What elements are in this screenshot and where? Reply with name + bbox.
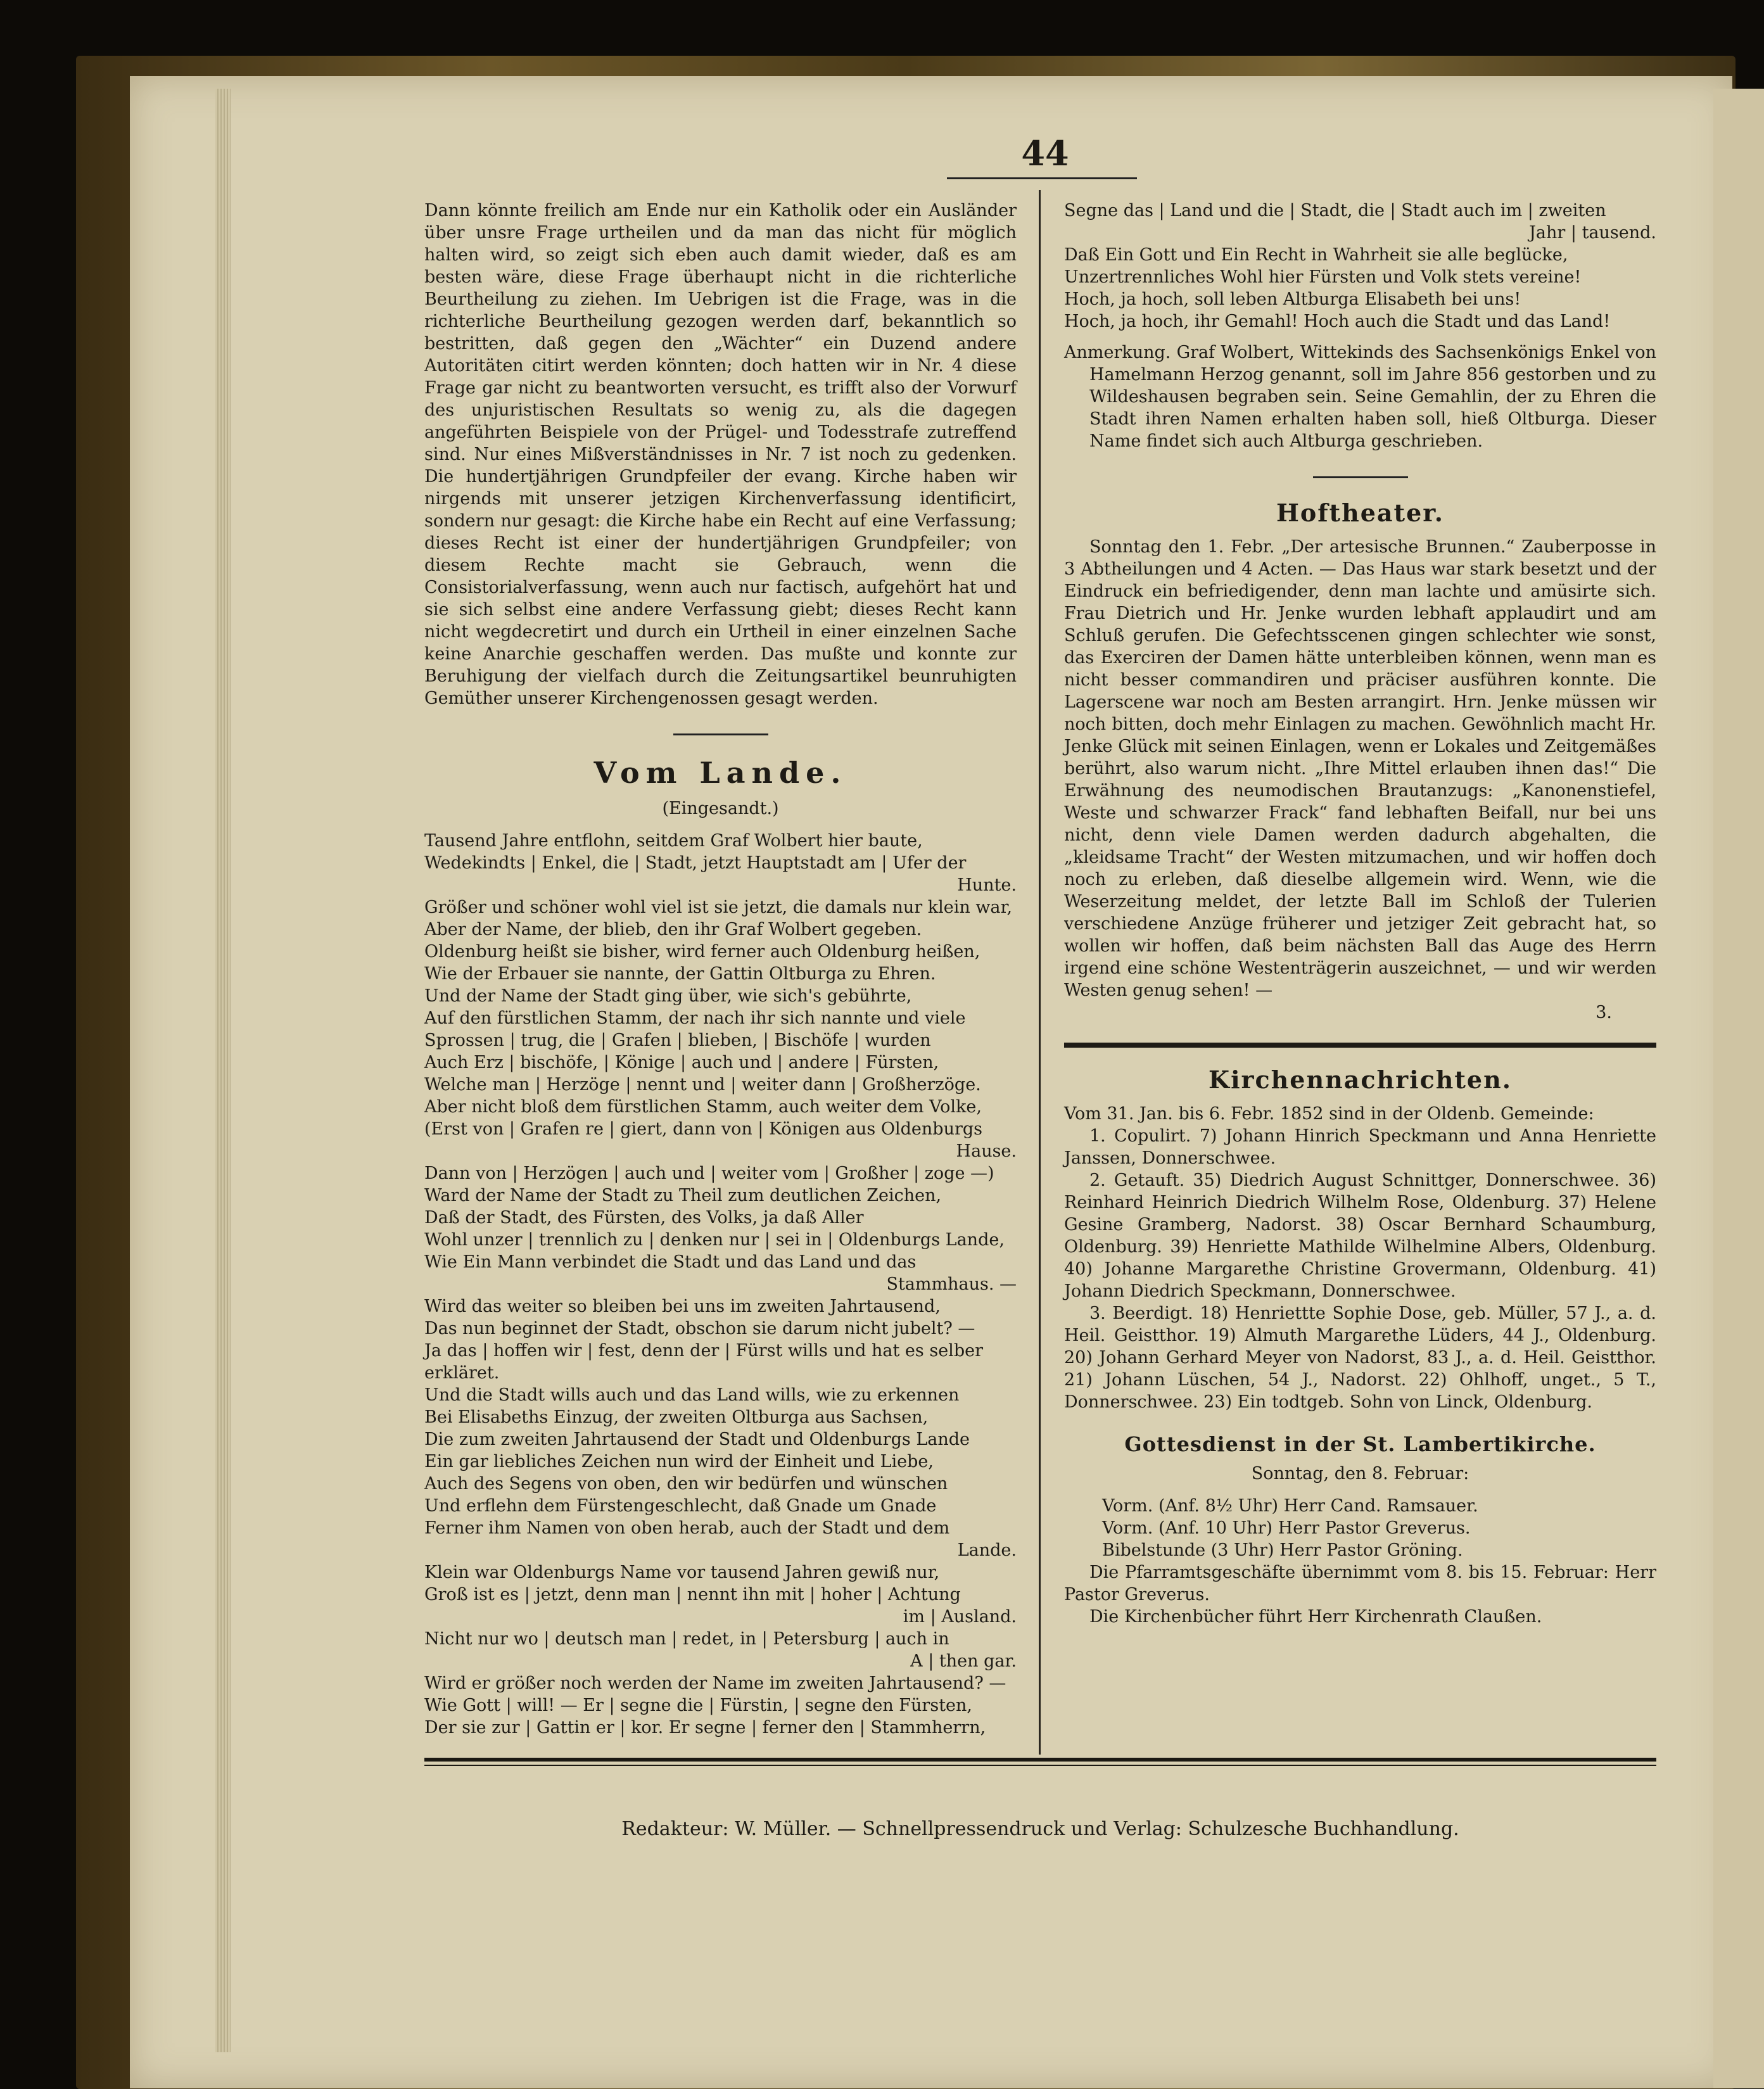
poem-line bbox=[424, 985, 1017, 1007]
poem-line bbox=[424, 1628, 1017, 1672]
poem-line-text: Wird er größer noch werden der Name im zweiten Jahrtausend? — bbox=[424, 1673, 1006, 1693]
poem-line-continuation: Hunte. bbox=[957, 875, 1017, 895]
next-page-edge bbox=[1713, 89, 1764, 2088]
poem-line bbox=[424, 1295, 1017, 1318]
poem-line-text: Auch des Segens von oben, den wir bedürfen und wünschen bbox=[424, 1474, 948, 1494]
poem-line bbox=[1064, 266, 1656, 288]
service-date: Sonntag, den 8. Februar: bbox=[1251, 1464, 1469, 1483]
poem-line-continuation: Jahr | tausend. bbox=[1529, 223, 1656, 243]
poem-line-text: Welche man | Herzöge | nennt und | weiter dann | Großherzöge. bbox=[424, 1075, 981, 1095]
service-line: Vorm. (Anf. 8½ Uhr) Herr Cand. Ramsauer. bbox=[1102, 1496, 1478, 1516]
poem-line bbox=[424, 852, 1017, 896]
poem-line bbox=[424, 1406, 1017, 1428]
poem-line bbox=[424, 1207, 1017, 1229]
poem-line bbox=[424, 1007, 1017, 1029]
poem-line-text: Und die Stadt wills auch und das Land wills, wie zu erkennen bbox=[424, 1385, 960, 1405]
poem-line-text: Wird das weiter so bleiben bei uns im zweiten Jahrtausend, bbox=[424, 1297, 941, 1316]
poem-line bbox=[424, 1118, 1017, 1162]
poem-continuation bbox=[1064, 200, 1656, 333]
church-item-getauft: 2. Getauft. 35) Diedrich August Schnittger, Donnerschwee. 36) Reinhard Heinrich Diedrich Wilhelm Rose, Oldenburg. 37) Helene Gesine Gramberg, Nadorst. 38) Oscar Bernhard Schaumburg, Oldenburg. 39) Henriette Mathilde Wilhelmine Albers, Oldenburg. 40) Johanne Margarethe Christine Grovermann, Oldenburg. 41) Johann Diedrich Speckmann, Donnerschwee. bbox=[1064, 1171, 1656, 1301]
poem-line-text: Wie Ein Mann verbindet die Stadt und das Land und das bbox=[424, 1252, 917, 1272]
poem-line-text: Nicht nur wo | deutsch man | redet, in | Petersburg | auch in bbox=[424, 1629, 949, 1649]
section-title-hoftheater: Hoftheater. bbox=[1276, 498, 1445, 527]
poem-line-text: Groß ist es | jetzt, denn man | nennt ihn mit | hoher | Achtung bbox=[424, 1585, 961, 1604]
imprint-footer: Redakteur: W. Müller. — Schnellpressendruck und Verlag: Schulzesche Buchhandlung. bbox=[621, 1818, 1459, 1840]
poem-line-text: Der sie zur | Gattin er | kor. Er segne | ferner den | Stammherrn, bbox=[424, 1718, 986, 1737]
poem-line-continuation: Lande. bbox=[957, 1540, 1017, 1560]
section-title-vom-lande: Vom Lande. bbox=[593, 756, 847, 790]
service-note: Die Pfarramtsgeschäfte übernimmt vom 8. bis 15. Februar: Herr Pastor Greverus. bbox=[1064, 1563, 1656, 1604]
poem-line-text: Ja das | hoffen wir | fest, denn der | Fürst wills und hat es selber erkläret. bbox=[424, 1341, 983, 1383]
poem-line-text: Das nun beginnet der Stadt, obschon sie darum nicht jubelt? — bbox=[424, 1319, 975, 1338]
poem-line-text: Segne das | Land und die | Stadt, die | Stadt auch im | zweiten bbox=[1064, 201, 1606, 220]
intro-paragraph: Dann könnte freilich am Ende nur ein Katholik oder ein Ausländer über unsre Frage urtheilen und da man das nicht für möglich halten wird, so zeigt sich eben auch damit wieder, daß es am besten wäre, diese Frage überhaupt nicht in die richterliche Beurtheilung zu ziehen. Im Uebrigen ist die Frage, was in die richterliche Beurtheilung gezogen werden darf, bekanntlich so bestritten, daß gegen den „Wächter“ ein Duzend andere Autoritäten citirt werden könnten; doch hatten wir in Nr. 4 diese Frage gar nicht zu beantworten versucht, es trifft also der Vorwurf des unjuristischen Resultats so wenig zu, als die dagegen angeführten Beispiele von der Prügel- und Todesstrafe zutreffend sind. Nur eines Mißverständnisses in Nr. 7 ist noch zu gedenken. Die hundertjährigen Grundpfeiler der evang. Kirche haben wir nirgends mit unserer jetzigen Kirchenverfassung identificirt, sondern nur gesagt: die Kirche habe ein Recht auf eine Verfassung; dieses Recht ist einer der hundertjährigen Grundpfeiler; von diesem Rechte macht sie Gebrauch, wenn die Consistorialverfassung, wenn auch nur factisch, aufgehört hat und sie sich selbst eine andere Verfassung giebt; dieses Recht kann nicht wegdecretirt und durch ein Urtheil in einer einzelnen Sache keine Anarchie geschaffen werden. Das mußte und konnte zur Beruhigung der vielfach durch die Zeitungsartikel beunruhigten Gemüther unserer Kirchengenossen gesagt werden. bbox=[424, 201, 1017, 708]
poem-line-text: Klein war Oldenburgs Name vor tausend Jahren gewiß nur, bbox=[424, 1563, 940, 1582]
poem-line-text: Sprossen | trug, die | Grafen | blieben, | Bischöfe | wurden bbox=[424, 1031, 931, 1050]
section-rule-thick bbox=[1064, 1043, 1656, 1048]
bottom-rule-thick bbox=[424, 1758, 1656, 1762]
poem-line bbox=[424, 1561, 1017, 1584]
poem-line-text: Ward der Name der Stadt zu Theil zum deutlichen Zeichen, bbox=[424, 1186, 942, 1205]
column-divider bbox=[1039, 190, 1041, 1755]
poem-line-continuation: A | then gar. bbox=[910, 1651, 1017, 1671]
poem-line bbox=[424, 1473, 1017, 1495]
poem-line-text: Bei Elisabeths Einzug, der zweiten Oltburga aus Sachsen, bbox=[424, 1407, 929, 1427]
poem-line-text: Aber nicht bloß dem fürstlichen Stamm, auch weiter dem Volke, bbox=[424, 1097, 982, 1117]
left-column bbox=[424, 200, 1017, 1739]
bottom-rule-thin bbox=[424, 1765, 1656, 1766]
poem-line-text: Die zum zweiten Jahrtausend der Stadt und Oldenburgs Lande bbox=[424, 1430, 970, 1449]
poem-line-text: Oldenburg heißt sie bisher, wird ferner auch Oldenburg heißen, bbox=[424, 942, 980, 962]
poem-line bbox=[424, 830, 1017, 852]
section-subtitle: (Eingesandt.) bbox=[662, 799, 779, 818]
poem-line-text: Hoch, ja hoch, soll leben Altburga Elisabeth bei uns! bbox=[1064, 289, 1521, 309]
right-column bbox=[1064, 200, 1656, 1628]
poem-line bbox=[424, 1517, 1017, 1561]
poem-line bbox=[424, 1096, 1017, 1118]
theater-signoff: 3. bbox=[1596, 1003, 1612, 1022]
section-title-kirchennachrichten: Kirchennachrichten. bbox=[1209, 1065, 1512, 1094]
poem-line-text: Ein gar liebliches Zeichen nun wird der Einheit und Liebe, bbox=[424, 1452, 934, 1471]
church-item-copulirt: 1. Copulirt. 7) Johann Hinrich Speckmann und Anna Henriette Janssen, Donnerschwee. bbox=[1064, 1126, 1656, 1168]
poem-line bbox=[424, 1584, 1017, 1628]
poem-line bbox=[424, 1451, 1017, 1473]
poem-line-text: Wohl unzer | trennlich zu | denken nur | sei in | Oldenburgs Lande, bbox=[424, 1230, 1005, 1250]
poem-line bbox=[424, 1340, 1017, 1384]
poem-line-text: Wie der Erbauer sie nannte, der Gattin Oltburga zu Ehren. bbox=[424, 964, 936, 984]
poem-line-text: Ferner ihm Namen von oben herab, auch der Stadt und dem bbox=[424, 1518, 950, 1538]
poem-line bbox=[424, 1184, 1017, 1207]
service-line: Vorm. (Anf. 10 Uhr) Herr Pastor Greverus. bbox=[1102, 1518, 1471, 1538]
poem-line bbox=[424, 963, 1017, 985]
poem-line bbox=[424, 1318, 1017, 1340]
poem-line-text: Dann von | Herzögen | auch und | weiter vom | Großher | zoge —) bbox=[424, 1164, 994, 1183]
poem-line-text: Daß der Stadt, des Fürsten, des Volks, ja daß Aller bbox=[424, 1208, 864, 1228]
page-number: 44 bbox=[1021, 133, 1069, 174]
poem-line bbox=[424, 1029, 1017, 1051]
header-rule bbox=[947, 177, 1137, 179]
annotation-note: Anmerkung. Graf Wolbert, Wittekinds des Sachsenkönigs Enkel von Hamelmann Herzog genannt, soll im Jahre 856 gestorben und zu Wildeshausen begraben sein. Seine Gemahlin, der zu Ehren die Stadt ihren Namen erhalten haben soll, hieß Oltburga. Dieser Name findet sich auch Altburga geschrieben. bbox=[1064, 343, 1656, 451]
poem-line bbox=[424, 1074, 1017, 1096]
poem-line bbox=[424, 1384, 1017, 1406]
poem-line-text: (Erst von | Grafen re | giert, dann von | Königen aus Oldenburgs bbox=[424, 1119, 983, 1139]
poem-line-text: Unzertrennliches Wohl hier Fürsten und Volk stets vereine! bbox=[1064, 267, 1582, 287]
page-stack-edge bbox=[215, 89, 231, 2052]
poem-line bbox=[1064, 288, 1656, 310]
poem-line bbox=[424, 1251, 1017, 1295]
poem-line bbox=[1064, 310, 1656, 333]
poem-line-text: Aber der Name, der blieb, den ihr Graf Wolbert gegeben. bbox=[424, 920, 922, 939]
poem-line-text: Daß Ein Gott und Ein Recht in Wahrheit sie alle beglücke, bbox=[1064, 245, 1568, 265]
poem bbox=[424, 830, 1017, 1739]
poem-line-text: Und erflehn dem Fürstengeschlecht, daß Gnade um Gnade bbox=[424, 1496, 937, 1516]
service-note: Die Kirchenbücher führt Herr Kirchenrath Claußen. bbox=[1089, 1607, 1542, 1627]
poem-line bbox=[424, 1428, 1017, 1451]
poem-line-text: Wedekindts | Enkel, die | Stadt, jetzt Hauptstadt am | Ufer der bbox=[424, 853, 967, 873]
poem-line bbox=[424, 1229, 1017, 1251]
poem-line bbox=[424, 1495, 1017, 1517]
poem-line-text: Wie Gott | will! — Er | segne die | Fürstin, | segne den Fürsten, bbox=[424, 1696, 972, 1715]
poem-line-text: Auch Erz | bischöfe, | Könige | auch und | andere | Fürsten, bbox=[424, 1053, 939, 1072]
poem-line bbox=[424, 918, 1017, 941]
poem-line bbox=[424, 1672, 1017, 1694]
poem-line-continuation: im | Ausland. bbox=[903, 1607, 1017, 1627]
poem-line bbox=[424, 1051, 1017, 1074]
poem-line-text: Tausend Jahre entflohn, seitdem Graf Wolbert hier baute, bbox=[424, 831, 923, 851]
church-item-beerdigt: 3. Beerdigt. 18) Henriettte Sophie Dose, geb. Müller, 57 J., a. d. Heil. Geistthor. 19) Almuth Margarethe Lüders, 44 J., Oldenburg. 20) Johann Gerhard Meyer von Nadorst, 83 J., a. d. Heil. Geistthor. 21) Johann Lüschen, 54 J., Nadorst. 22) Ohlhoff, unget., 5 T., Donnerschwee. 23) Ein todtgeb. Sohn von Linck, Oldenburg. bbox=[1064, 1304, 1656, 1412]
theater-review: Sonntag den 1. Febr. „Der artesische Brunnen.“ Zauberposse in 3 Abtheilungen und 4 Acten. — Das Haus war stark besetzt und der Eindruck ein befriedigender, denn man lachte und amüsirte sich. Frau Dietrich und Hr. Jenke wurden lebhaft applaudirt und am Schluß gerufen. Die Gefechtsscenen gingen schlechter wie sonst, das Exerciren der Damen hätte unterbleiben können, wenn man es nicht besser commandiren und präciser ausführen konnte. Die Lagerscene war noch am Besten arrangirt. Hrn. Jenke müssen wir noch bitten, doch mehr Einlagen zu machen. Gewöhnlich macht Hr. Jenke Glück mit seinen Einlagen, wenn er Lokales und Zeitgemäßes berührt, also warum nicht. „Ihre Mittel erlauben ihnen das!“ Die Erwähnung des neumodischen Brautanzugs: „Kanonenstiefel, Weste und schwarzer Frack“ fand lebhaften Beifall, nur bei uns nicht, denn viele Damen werden dadurch abgehalten, die „kleidsame Tracht“ der Westen mitzumachen, und wir hoffen doch noch zu erleben, daß dieselbe allgemein wird. Wenn, wie die Weserzeitung meldet, der letzte Ball im Schloß der Tulerien verschiedene Anzüge früherer und jetziger Zeit gebracht hat, so wollen wir hoffen, daß beim nächsten Ball das Auge des Herrn irgend eine schöne Westenträgerin auszeichnet, — und wir werden Westen genug sehen! — bbox=[1064, 537, 1656, 1000]
church-intro: Vom 31. Jan. bis 6. Febr. 1852 sind in der Oldenb. Gemeinde: bbox=[1064, 1104, 1594, 1124]
poem-line-continuation: Hause. bbox=[956, 1141, 1017, 1161]
poem-line bbox=[424, 896, 1017, 918]
poem-line-continuation: Stammhaus. — bbox=[886, 1274, 1017, 1294]
poem-line bbox=[1064, 200, 1656, 244]
section-divider bbox=[1313, 476, 1408, 478]
section-divider bbox=[673, 733, 768, 735]
poem-line bbox=[424, 1162, 1017, 1184]
poem-line bbox=[424, 1717, 1017, 1739]
poem-line bbox=[1064, 244, 1656, 266]
poem-line-text: Größer und schöner wohl viel ist sie jetzt, die damals nur klein war, bbox=[424, 898, 1013, 917]
poem-line-text: Auf den fürstlichen Stamm, der nach ihr sich nannte und viele bbox=[424, 1008, 966, 1028]
poem-line bbox=[424, 941, 1017, 963]
section-title-gottesdienst: Gottesdienst in der St. Lambertikirche. bbox=[1124, 1432, 1596, 1456]
poem-line-text: Hoch, ja hoch, ihr Gemahl! Hoch auch die Stadt und das Land! bbox=[1064, 312, 1611, 331]
poem-line bbox=[424, 1694, 1017, 1717]
poem-line-text: Und der Name der Stadt ging über, wie sich's gebührte, bbox=[424, 986, 912, 1006]
service-line: Bibelstunde (3 Uhr) Herr Pastor Gröning. bbox=[1102, 1540, 1463, 1560]
